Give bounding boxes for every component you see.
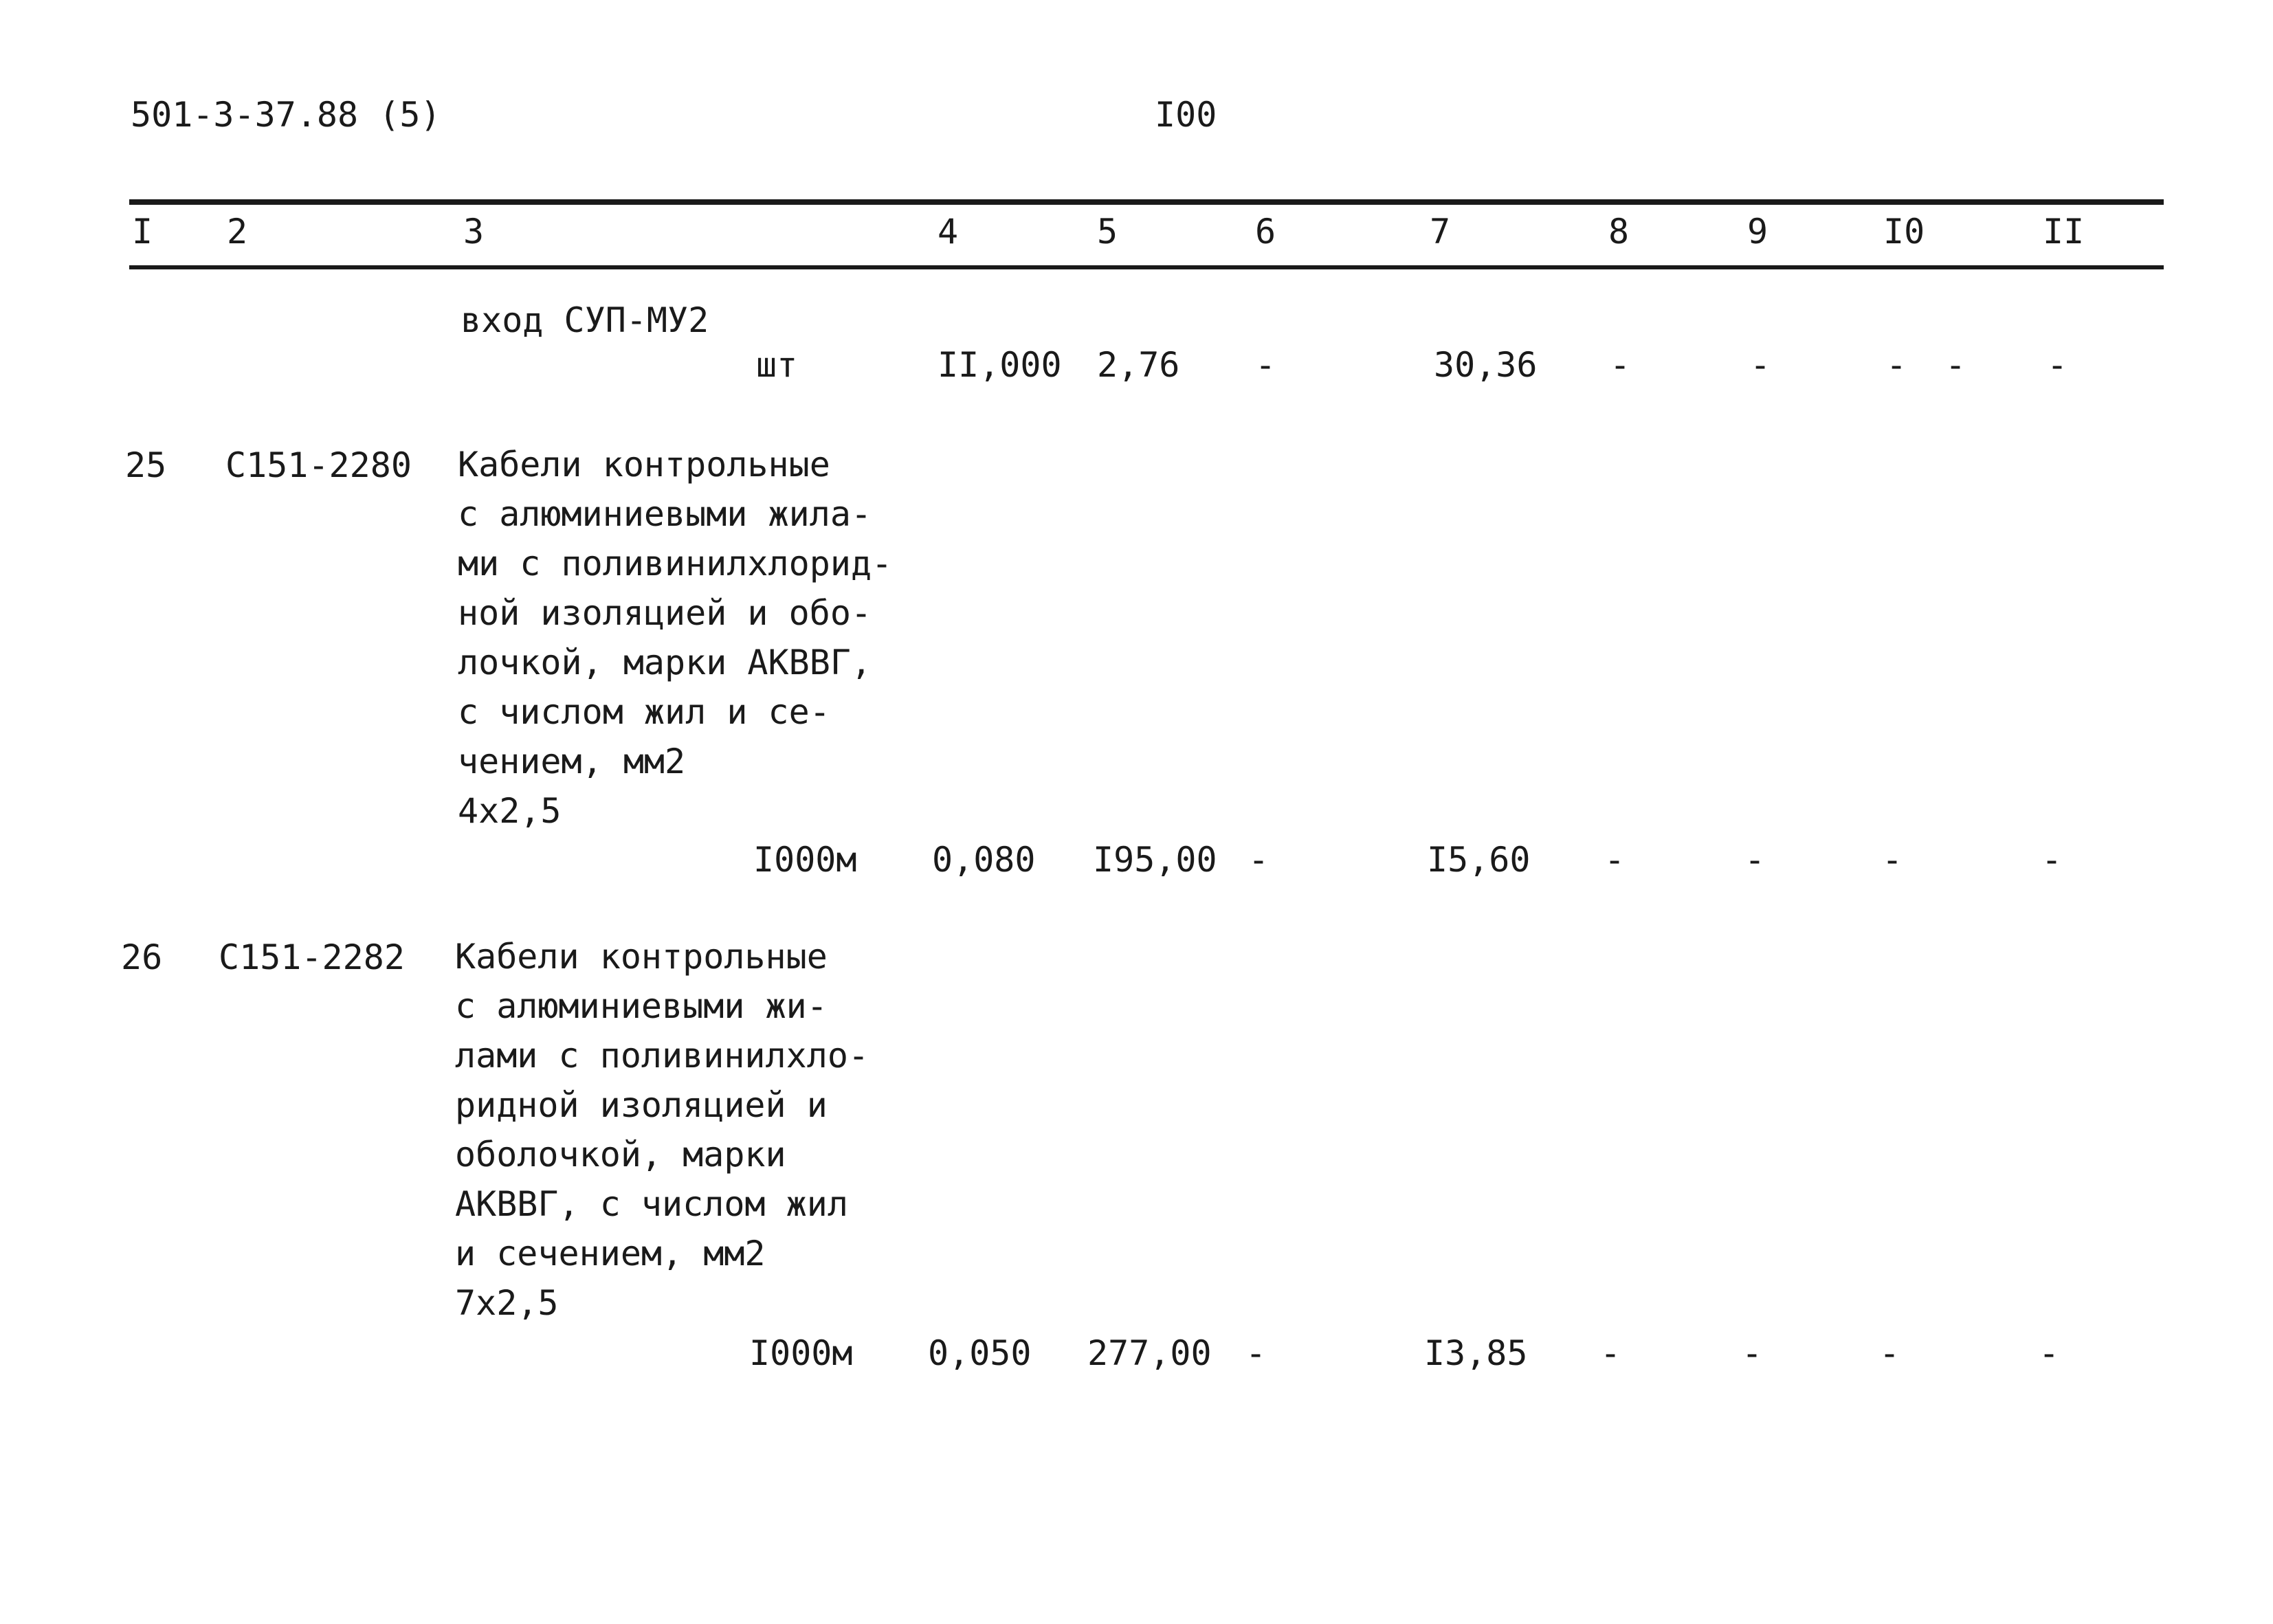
rate-code: С151-2282 bbox=[219, 937, 405, 977]
col9-cell: - bbox=[1750, 345, 1771, 385]
total-cell: I5,60 bbox=[1427, 840, 1531, 880]
description-line: с алюминиевыми жила- bbox=[458, 494, 872, 534]
description-line: 7х2,5 bbox=[455, 1283, 559, 1323]
quantity-cell: 0,050 bbox=[928, 1333, 1032, 1373]
price-cell: 277,00 bbox=[1087, 1333, 1212, 1373]
column-number-9: 9 bbox=[1747, 212, 1768, 252]
quantity-cell: 0,080 bbox=[932, 840, 1036, 880]
col8-cell: - bbox=[1600, 1333, 1621, 1373]
row-description bbox=[458, 440, 892, 836]
table-header-rule bbox=[129, 265, 2164, 269]
col10-cell: - bbox=[1945, 345, 1966, 385]
description-line: 4х2,5 bbox=[458, 791, 562, 831]
document-code: 501-3-37.88 (5) bbox=[131, 95, 441, 135]
description-line: оболочкой, марки bbox=[455, 1135, 786, 1175]
description-line: Кабели контрольные bbox=[458, 445, 830, 485]
col10-cell: - bbox=[1886, 345, 1907, 385]
col9-cell: - bbox=[1742, 1333, 1763, 1373]
description-line: Кабели контрольные bbox=[455, 937, 828, 977]
description-line: с алюминиевыми жи- bbox=[455, 986, 828, 1026]
col11-cell: - bbox=[2047, 345, 2068, 385]
description-line: АКВВГ, с числом жил bbox=[455, 1184, 848, 1224]
unit-cell: I000м bbox=[749, 1333, 853, 1373]
continuation-description bbox=[461, 296, 709, 345]
col8-cell: - bbox=[1610, 345, 1631, 385]
col9-cell: - bbox=[1744, 840, 1766, 880]
description-line: лами с поливинилхло- bbox=[455, 1036, 869, 1076]
description-line: чением, мм2 bbox=[458, 742, 686, 781]
total-cell: I3,85 bbox=[1424, 1333, 1528, 1373]
col11-cell: - bbox=[2039, 1333, 2060, 1373]
column-number-8: 8 bbox=[1608, 212, 1630, 252]
column-number-7: 7 bbox=[1430, 212, 1451, 252]
page-number: I00 bbox=[1155, 95, 1217, 135]
unit-cell: шт bbox=[756, 345, 798, 385]
row-number: 25 bbox=[125, 445, 167, 485]
rate-code: С151-2280 bbox=[225, 445, 412, 485]
row-number: 26 bbox=[121, 937, 163, 977]
column-number-4: 4 bbox=[938, 212, 959, 252]
description-line: вход СУП-МУ2 bbox=[461, 300, 709, 340]
quantity-cell: II,000 bbox=[938, 345, 1062, 385]
column-number-11: II bbox=[2043, 212, 2085, 252]
price-cell: I95,00 bbox=[1093, 840, 1217, 880]
row-description bbox=[455, 932, 869, 1328]
unit-cell: I000м bbox=[753, 840, 857, 880]
col10-cell: - bbox=[1879, 1333, 1900, 1373]
column-number-1: I bbox=[132, 212, 153, 252]
col11-cell: - bbox=[2041, 840, 2063, 880]
total-cell: 30,36 bbox=[1434, 345, 1538, 385]
column-number-2: 2 bbox=[227, 212, 248, 252]
column-number-10: I0 bbox=[1883, 212, 1925, 252]
col6-cell: - bbox=[1245, 1333, 1267, 1373]
description-line: ми с поливинилхлорид- bbox=[458, 544, 893, 583]
description-line: ной изоляцией и обо- bbox=[458, 593, 872, 633]
col8-cell: - bbox=[1604, 840, 1626, 880]
description-line: лочкой, марки АКВВГ, bbox=[458, 643, 872, 682]
description-line: и сечением, мм2 bbox=[455, 1234, 766, 1273]
column-number-5: 5 bbox=[1097, 212, 1118, 252]
description-line: ридной изоляцией и bbox=[455, 1085, 828, 1125]
column-number-3: 3 bbox=[463, 212, 485, 252]
col6-cell: - bbox=[1248, 840, 1269, 880]
column-number-6: 6 bbox=[1255, 212, 1276, 252]
col10-cell: - bbox=[1882, 840, 1903, 880]
price-cell: 2,76 bbox=[1097, 345, 1180, 385]
table-top-rule bbox=[129, 199, 2164, 205]
description-line: с числом жил и се- bbox=[458, 692, 830, 732]
col6-cell: - bbox=[1255, 345, 1276, 385]
